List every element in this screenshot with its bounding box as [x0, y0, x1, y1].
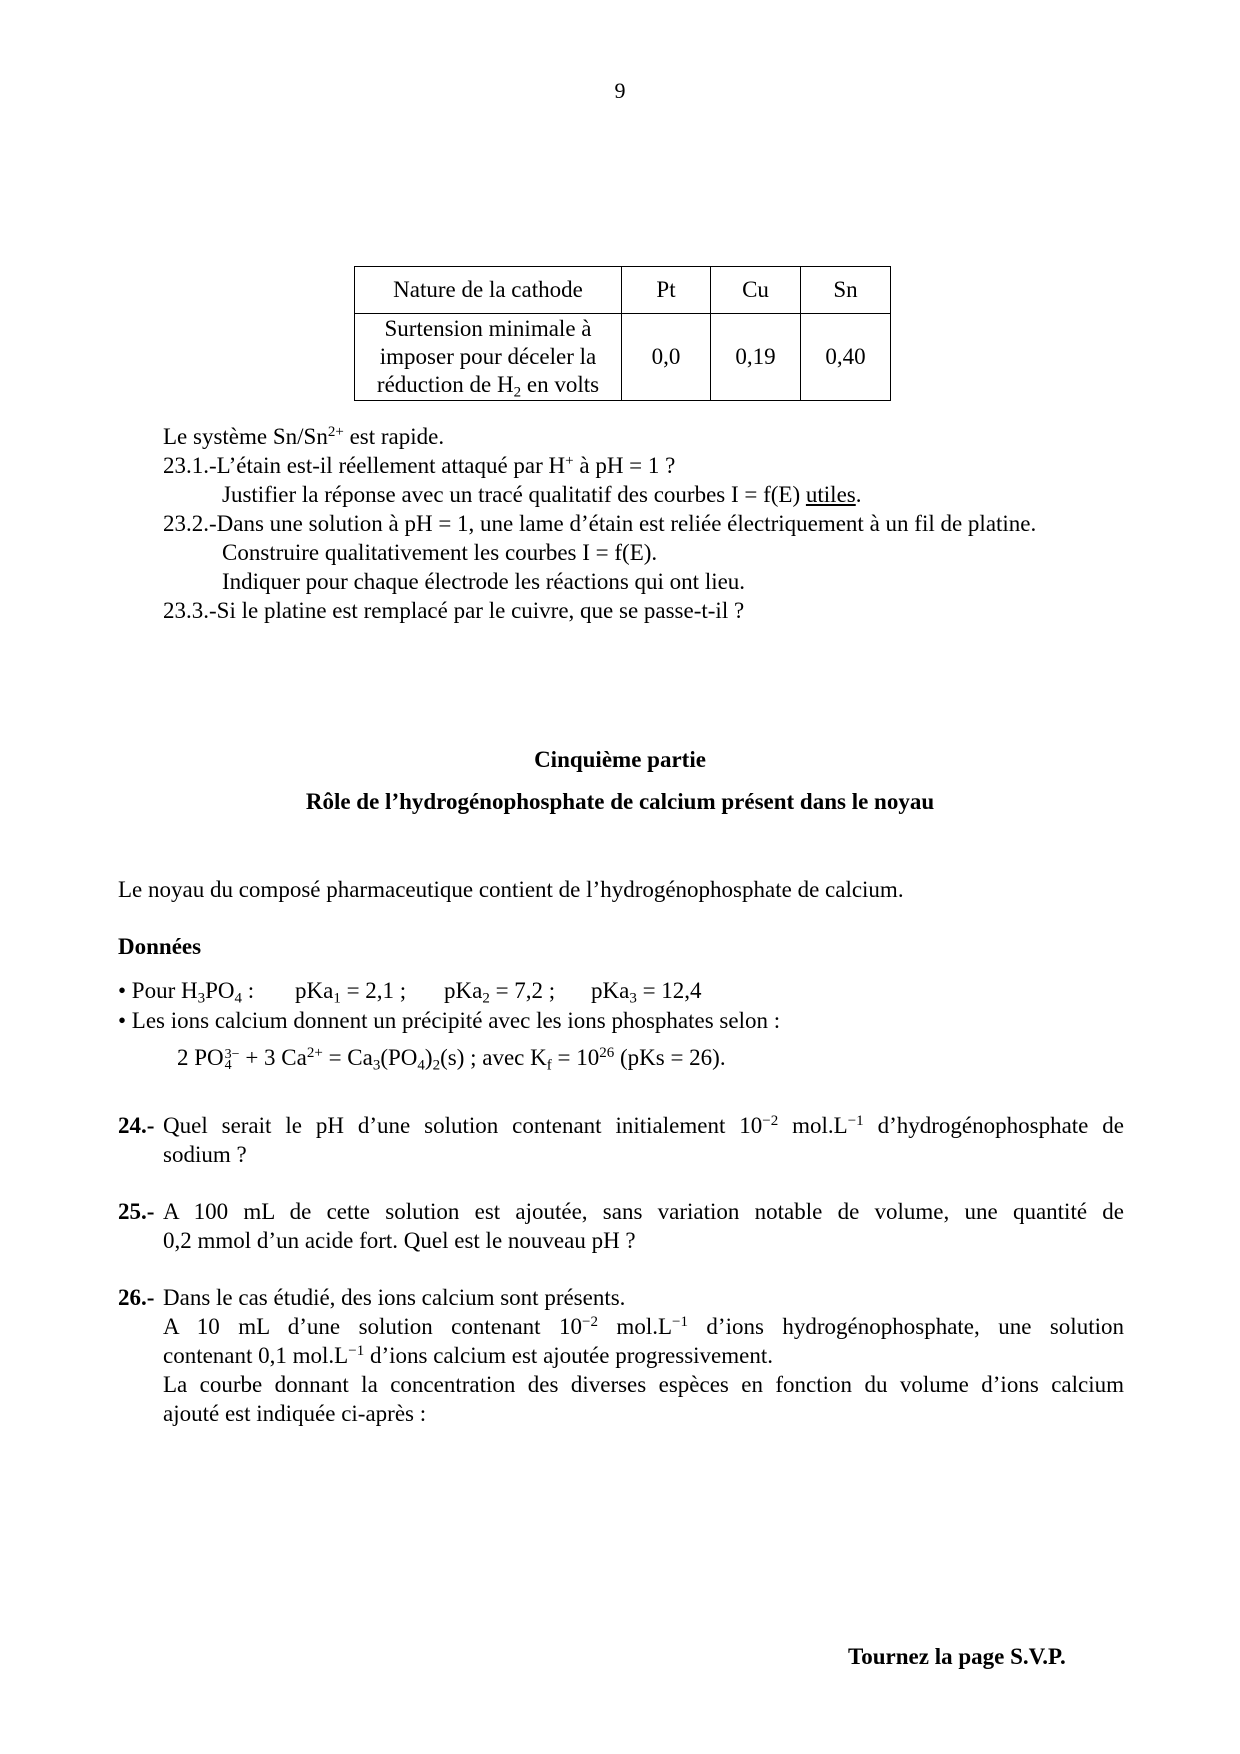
question-26-line-2: A 10 mL d’une solution contenant $10^{-2}$ $mol.L^{-1}$ d’ions hydrogénophosphate, une solution — [163, 1313, 1124, 1339]
question-23-2-line-3: Indiquer pour chaque électrode les réactions qui ont lieu. — [222, 569, 746, 594]
table-header-label: Nature de la cathode — [355, 267, 622, 314]
table-value-pt: 0,0 — [622, 314, 711, 401]
page-number: 9 — [614, 78, 626, 103]
part-5-subtitle: Rôle de l’hydrogénophosphate de calcium présent dans le noyau — [305, 789, 935, 814]
bullet-h3po4: • Pour $H_3PO_4$ : — [118, 978, 255, 1007]
table-header-row — [355, 267, 891, 314]
bullet-calcium-precipitate: • Les ions calcium donnent un précipité avec les ions phosphates selon : — [118, 1008, 781, 1033]
cathode-overpotential-table — [354, 266, 891, 401]
row-label-sub: 2 — [513, 384, 522, 401]
donnees-title: Données — [118, 934, 202, 959]
question-25-line-1: A 100 mL de cette solution est ajoutée, sans variation notable de volume, une quantité de — [163, 1199, 1124, 1224]
question-23-1: 23.1.-L’étain est-il réellement attaqué par H+ à pH = 1 ? — [163, 452, 676, 478]
question-23-1-justify: Justifier la réponse avec un tracé qualitatif des courbes I = f(E) utiles. — [222, 482, 862, 507]
row-label-line-2: imposer pour déceler la — [379, 344, 597, 369]
pka2: pKa$_2$ = 7,2 ; — [444, 978, 556, 1007]
pka1: pKa$_1$ = 2,1 ; — [295, 978, 407, 1007]
row-label-line-1: Surtension minimale à — [384, 316, 592, 341]
question-26-line-1: Dans le cas étudié, des ions calcium sont présents. — [163, 1285, 626, 1310]
system-statement: Le système $Sn/Sn^{2+}$ est rapide. — [163, 423, 445, 449]
row-label-line-3a: réduction de H — [376, 372, 514, 397]
question-26-number: 26.- — [118, 1285, 155, 1310]
table-row — [355, 314, 891, 401]
question-26-line-4: La courbe donnant la concentration des diverses espèces en fonction du volume d’ions calcium — [163, 1372, 1124, 1397]
question-23-2: 23.2.-Dans une solution à pH = 1, une lame d’étain est reliée électriquement à un fil de platine. — [163, 511, 1037, 536]
question-23-2-line-2: Construire qualitativement les courbes I = f(E). — [222, 540, 658, 565]
table-value-cu: 0,19 — [711, 314, 801, 401]
part-5-intro: Le noyau du composé pharmaceutique contient de l’hydrogénophosphate de calcium. — [118, 877, 904, 902]
table-header-pt: Pt — [622, 267, 711, 314]
question-25-number: 25.- — [118, 1199, 155, 1224]
table-value-sn: 0,40 — [801, 314, 891, 401]
question-26-line-5: ajouté est indiquée ci-après : — [163, 1401, 427, 1426]
table-header-cu: Cu — [711, 267, 801, 314]
question-24-line-1: Quel serait le pH d’une solution contenant initialement $10^{-2}$ $mol.L^{-1}$ d’hydrogénophosphate de — [163, 1112, 1124, 1138]
table-header-sn: Sn — [801, 267, 891, 314]
footer-turn-page: Tournez la page S.V.P. — [848, 1644, 1066, 1669]
question-25-line-2: 0,2 mmol d’un acide fort. Quel est le nouveau pH ? — [163, 1228, 636, 1253]
row-label-line-3b: en volts — [521, 372, 600, 397]
table-row-label — [355, 314, 622, 401]
question-24-number: 24.- — [118, 1113, 155, 1138]
question-24-line-2: sodium ? — [163, 1142, 247, 1167]
question-26-line-3: contenant 0,1 $mol.L^{-1}$ d’ions calcium est ajoutée progressivement. — [163, 1342, 773, 1368]
question-23-3: 23.3.-Si le platine est remplacé par le cuivre, que se passe-t-il ? — [163, 598, 745, 623]
part-5-title: Cinquième partie — [534, 747, 706, 772]
precipitation-equation: 2 PO 3− 4 + 3 $Ca^{2+} = Ca_3(PO_4)_2(s)$ ; avec $K_f = 10^{26}$ (pKs = 26). — [177, 1044, 726, 1074]
pka3: pKa$_3$ = 12,4 — [591, 978, 702, 1007]
